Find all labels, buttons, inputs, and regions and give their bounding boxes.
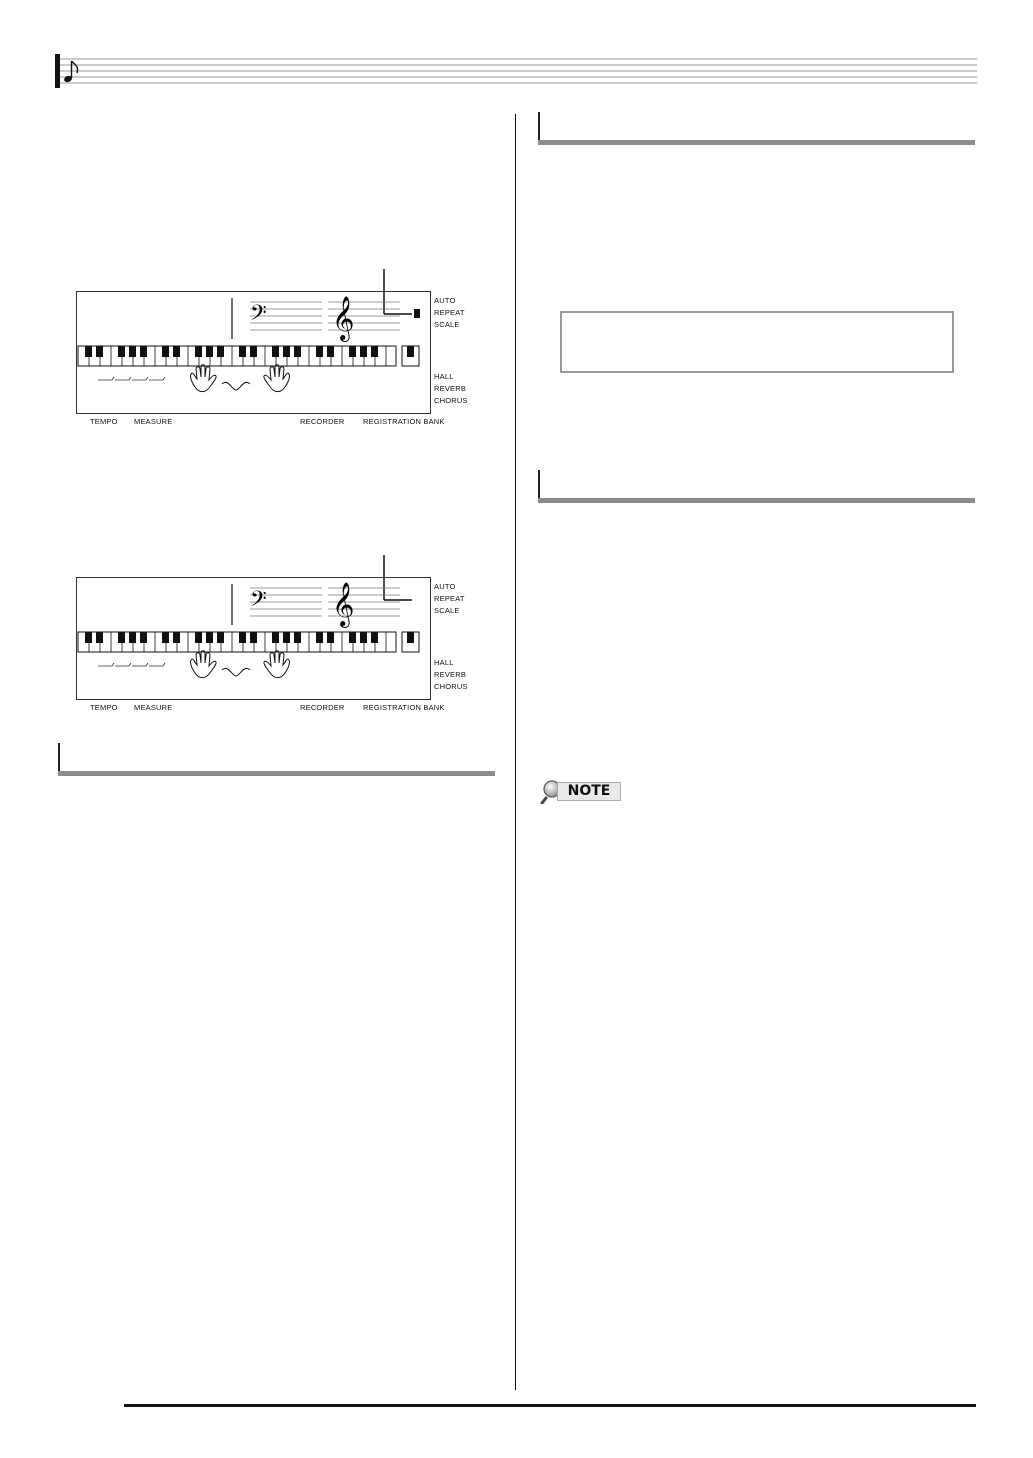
section-heading-bar — [538, 470, 975, 504]
lcd-label-repeat: REPEAT — [434, 594, 465, 603]
lcd-label-recorder: RECORDER — [300, 417, 345, 426]
note-callout — [540, 778, 622, 804]
lcd-label-tempo: TEMPO — [90, 417, 118, 426]
eighth-note-icon — [63, 61, 77, 83]
lcd-label-recorder: RECORDER — [300, 703, 345, 712]
lcd-label-measure: MEASURE — [134, 703, 173, 712]
lcd-label-chorus: CHORUS — [434, 396, 468, 405]
bass-clef-icon: 𝄢 — [250, 301, 267, 331]
lcd-label-tempo: TEMPO — [90, 703, 118, 712]
lcd-label-auto: AUTO — [434, 582, 456, 591]
lcd-label-repeat: REPEAT — [434, 308, 465, 317]
header-staff — [55, 54, 977, 88]
info-box — [560, 311, 954, 373]
lcd-label-registration-bank: REGISTRATION BANK — [363, 417, 445, 426]
lcd-label-registration-bank: REGISTRATION BANK — [363, 703, 445, 712]
lcd-label-scale: SCALE — [434, 606, 460, 615]
lcd-label-scale: SCALE — [434, 320, 460, 329]
lcd-label-hall: HALL — [434, 372, 454, 381]
lcd-label-hall: HALL — [434, 658, 454, 667]
lcd-display-repeat-off — [0, 577, 468, 727]
lcd-frame — [76, 577, 431, 700]
footer-rule — [124, 1404, 976, 1407]
section-heading-bar — [58, 743, 495, 777]
note-label: NOTE — [557, 782, 621, 801]
section-heading-bar — [538, 112, 975, 146]
column-divider — [515, 114, 516, 1390]
lcd-display-repeat-on — [0, 291, 468, 441]
lcd-label-reverb: REVERB — [434, 670, 467, 679]
treble-clef-icon: 𝄞 — [332, 296, 355, 340]
lcd-label-measure: MEASURE — [134, 417, 173, 426]
treble-clef-icon: 𝄞 — [332, 582, 355, 626]
lcd-label-reverb: REVERB — [434, 384, 467, 393]
lcd-label-auto: AUTO — [434, 296, 456, 305]
lcd-frame — [76, 291, 431, 414]
bass-clef-icon: 𝄢 — [250, 587, 267, 617]
lcd-label-chorus: CHORUS — [434, 682, 468, 691]
